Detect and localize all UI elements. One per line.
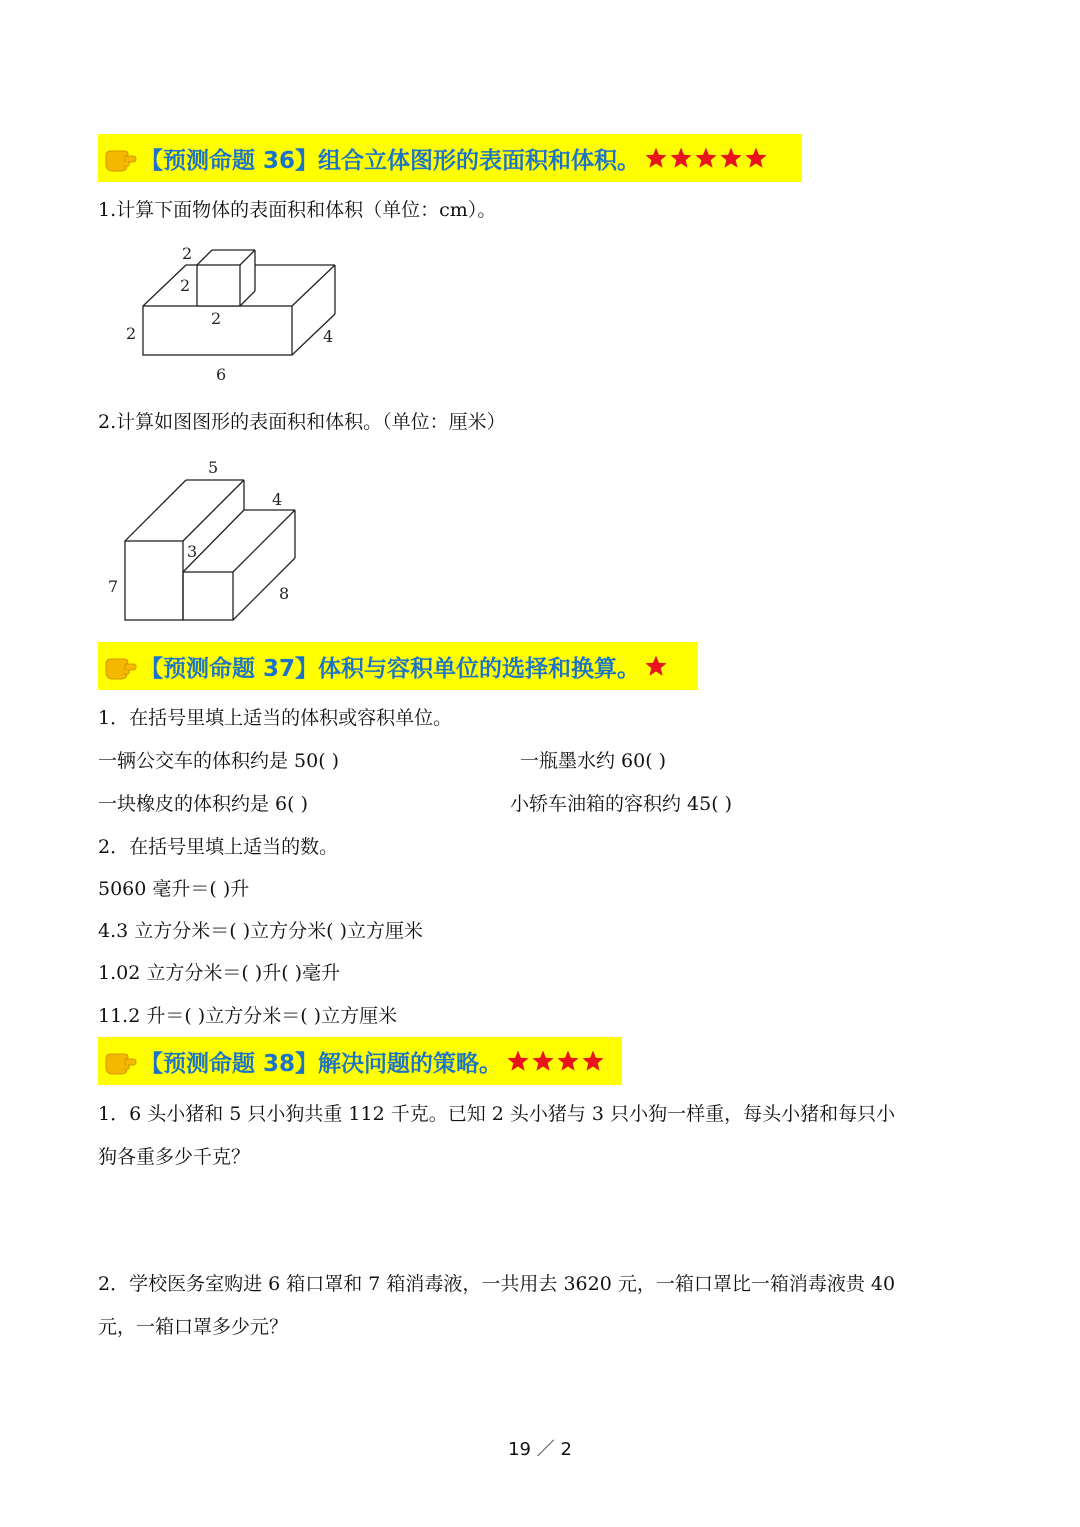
star-icon: [531, 1049, 555, 1073]
question-36-2: 2.计算如图图形的表面积和体积。（单位：厘米）: [98, 411, 506, 433]
figure-step-solid: [100, 455, 320, 630]
pointing-hand-icon: [102, 140, 138, 176]
star-icon: [556, 1049, 580, 1073]
fill-item: 一块橡皮的体积约是 6( ): [98, 793, 308, 815]
dim-label: 2: [182, 244, 193, 263]
fill-item: 11.2 升＝( )立方分米＝( )立方厘米: [98, 1005, 398, 1027]
problem-38-1-line1: 1．6 头小猪和 5 只小狗共重 112 千克。已知 2 头小猪与 3 只小狗一样重，每头小猪和每只小: [98, 1103, 896, 1125]
rating-stars: [506, 1049, 606, 1073]
question-37-2: 2．在括号里填上适当的数。: [98, 836, 339, 858]
pointing-hand-icon: [102, 1043, 138, 1079]
problem-38-1-line2: 狗各重多少千克？: [98, 1146, 251, 1168]
star-icon: [719, 146, 743, 170]
dim-label: 2: [211, 309, 222, 328]
section-36-title: 【预测命题 36】组合立体图形的表面积和体积。: [140, 147, 641, 174]
rating-stars: [644, 146, 769, 170]
question-37-1: 1．在括号里填上适当的体积或容积单位。: [98, 707, 453, 729]
star-icon: [744, 146, 768, 170]
fill-item: 一辆公交车的体积约是 50( ): [98, 750, 340, 772]
section-38-banner: [98, 1037, 622, 1085]
section-38-title: 【预测命题 38】解决问题的策略。: [140, 1050, 503, 1077]
page-number: 19 ／ 2: [508, 1439, 572, 1460]
fill-item: 1.02 立方分米＝( )升( )毫升: [98, 962, 341, 984]
dim-label: 2: [126, 324, 137, 343]
fill-item: 一瓶墨水约 60( ): [520, 750, 667, 772]
rating-stars: [644, 654, 669, 678]
problem-38-2-line1: 2．学校医务室购进 6 箱口罩和 7 箱消毒液，一共用去 3620 元，一箱口罩比一箱消毒液贵 40: [98, 1273, 896, 1295]
figure-combined-cuboid: [118, 240, 348, 390]
question-36-1: 1.计算下面物体的表面积和体积（单位：cm）。: [98, 199, 497, 221]
dim-label: 2: [180, 276, 191, 295]
star-icon: [644, 146, 668, 170]
star-icon: [506, 1049, 530, 1073]
fill-item: 小轿车油箱的容积约 45( ): [510, 793, 733, 815]
pointing-hand-icon: [102, 648, 138, 684]
dim-label: 7: [108, 577, 119, 596]
dim-label: 5: [208, 458, 219, 477]
fill-item: 4.3 立方分米＝( )立方分米( )立方厘米: [98, 920, 423, 942]
section-36-banner: [98, 134, 802, 182]
star-icon: [669, 146, 693, 170]
star-icon: [694, 146, 718, 170]
dim-label: 6: [216, 365, 227, 384]
star-icon: [581, 1049, 605, 1073]
dim-label: 4: [272, 490, 283, 509]
dim-label: 3: [187, 542, 198, 561]
dim-label: 8: [279, 584, 290, 603]
dim-label: 4: [323, 327, 334, 346]
fill-item: 5060 毫升＝( )升: [98, 878, 250, 900]
star-icon: [644, 654, 668, 678]
section-37-banner: [98, 642, 698, 690]
problem-38-2-line2: 元，一箱口罩多少元？: [98, 1316, 289, 1338]
section-37-title: 【预测命题 37】体积与容积单位的选择和换算。: [140, 655, 641, 682]
